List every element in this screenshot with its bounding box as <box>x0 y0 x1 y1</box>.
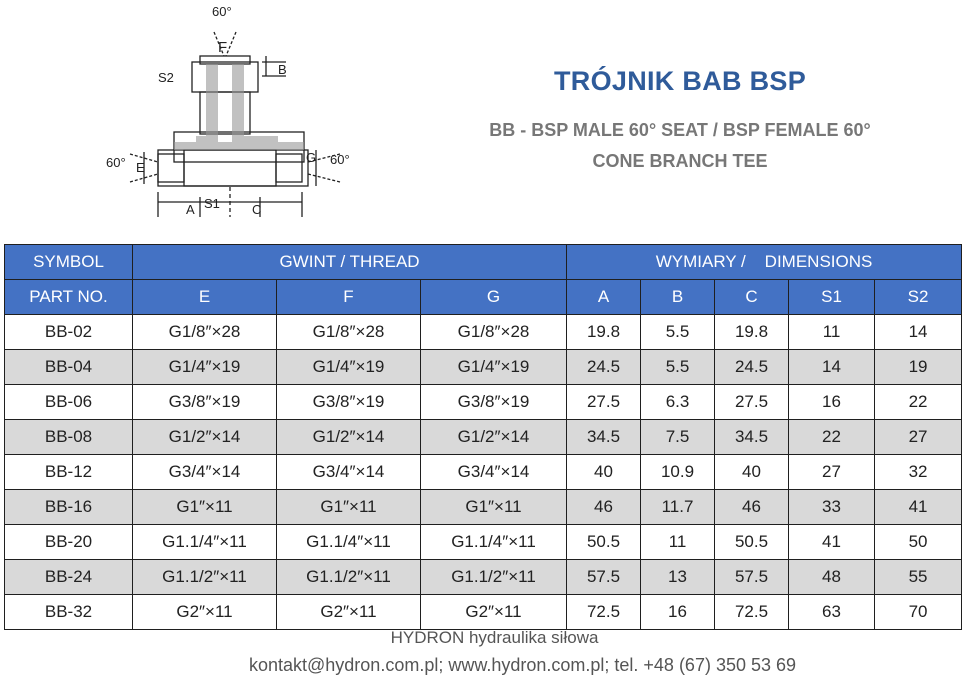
table-row <box>5 560 962 595</box>
column-header-s1: S1 <box>789 280 875 315</box>
label-s1: S1 <box>204 196 220 211</box>
table-cell: G3/8″×19 <box>133 385 277 420</box>
footer-company: HYDRON hydraulika siłowa <box>390 628 599 647</box>
table-cell: G1/2″×14 <box>421 420 567 455</box>
specification-table <box>4 244 962 630</box>
table-cell: 16 <box>641 595 715 630</box>
column-header-f: F <box>277 280 421 315</box>
table-cell: 40 <box>567 455 641 490</box>
table-cell: 72.5 <box>567 595 641 630</box>
table-cell: BB-04 <box>5 350 133 385</box>
table-cell: 32 <box>875 455 962 490</box>
table-cell: G3/4″×14 <box>277 455 421 490</box>
table-cell: G1.1/4″×11 <box>277 525 421 560</box>
table-cell: 22 <box>875 385 962 420</box>
table-cell: 41 <box>789 525 875 560</box>
table-cell: 27 <box>789 455 875 490</box>
table-cell: 10.9 <box>641 455 715 490</box>
table-row <box>5 385 962 420</box>
label-left-angle: 60° <box>106 155 126 170</box>
table-cell: G3/4″×14 <box>421 455 567 490</box>
column-header-part-no: PART NO. <box>5 280 133 315</box>
table-cell: 33 <box>789 490 875 525</box>
table-cell: 34.5 <box>715 420 789 455</box>
label-b: B <box>278 62 287 77</box>
table-cell: G3/8″×19 <box>277 385 421 420</box>
table-cell: 27.5 <box>715 385 789 420</box>
table-cell: 48 <box>789 560 875 595</box>
table-cell: 27 <box>875 420 962 455</box>
table-cell: 34.5 <box>567 420 641 455</box>
table-cell: 72.5 <box>715 595 789 630</box>
label-c: C <box>252 202 262 217</box>
table-cell: G1/4″×19 <box>421 350 567 385</box>
table-cell: BB-06 <box>5 385 133 420</box>
table-cell: G1.1/2″×11 <box>133 560 277 595</box>
table-cell: 55 <box>875 560 962 595</box>
table-cell: G1″×11 <box>133 490 277 525</box>
table-cell: 5.5 <box>641 350 715 385</box>
table-cell: 19 <box>875 350 962 385</box>
table-cell: G3/4″×14 <box>133 455 277 490</box>
table-row <box>5 525 962 560</box>
table-cell: G1/8″×28 <box>133 315 277 350</box>
table-cell: 7.5 <box>641 420 715 455</box>
table-cell: G1/8″×28 <box>277 315 421 350</box>
subtitle-line-1: BB - BSP MALE 60° SEAT / BSP FEMALE 60° <box>489 120 871 140</box>
table-cell: 11.7 <box>641 490 715 525</box>
label-top-angle: 60° <box>212 4 232 19</box>
table-cell: 24.5 <box>715 350 789 385</box>
table-cell: 19.8 <box>715 315 789 350</box>
table-cell: 24.5 <box>567 350 641 385</box>
table-cell: G1/4″×19 <box>133 350 277 385</box>
table-cell: BB-12 <box>5 455 133 490</box>
column-header-s2: S2 <box>875 280 962 315</box>
table-cell: BB-02 <box>5 315 133 350</box>
table-row <box>5 420 962 455</box>
table-cell: G1″×11 <box>277 490 421 525</box>
column-header-b: B <box>641 280 715 315</box>
table-row <box>5 595 962 630</box>
table-cell: G2″×11 <box>421 595 567 630</box>
table-cell: BB-08 <box>5 420 133 455</box>
table-cell: 57.5 <box>715 560 789 595</box>
table-column-header-row <box>5 280 962 315</box>
table-cell: 16 <box>789 385 875 420</box>
table-cell: G1/4″×19 <box>277 350 421 385</box>
label-s2: S2 <box>158 70 174 85</box>
table-cell: G1.1/2″×11 <box>277 560 421 595</box>
label-f: F <box>218 39 228 56</box>
table-cell: G1/2″×14 <box>133 420 277 455</box>
subtitle-line-2: CONE BRANCH TEE <box>592 151 768 171</box>
table-cell: 13 <box>641 560 715 595</box>
table-cell: G2″×11 <box>277 595 421 630</box>
table-cell: G1″×11 <box>421 490 567 525</box>
table-cell: BB-32 <box>5 595 133 630</box>
footer-contact: kontakt@hydron.com.pl; www.hydron.com.pl; tel. +48 (67) 350 53 69 <box>248 655 797 675</box>
label-right-angle: 60° <box>330 152 350 167</box>
label-a: A <box>186 202 195 217</box>
column-header-a: A <box>567 280 641 315</box>
header-thread: GWINT / THREAD <box>133 245 567 280</box>
table-cell: 50.5 <box>715 525 789 560</box>
column-header-c: C <box>715 280 789 315</box>
header-symbol: SYMBOL <box>5 245 133 280</box>
table-cell: BB-16 <box>5 490 133 525</box>
table-cell: BB-20 <box>5 525 133 560</box>
header-dimensions: WYMIARY / DIMENSIONS <box>567 245 962 280</box>
table-cell: 14 <box>875 315 962 350</box>
label-e: E <box>136 160 145 175</box>
table-cell: 50.5 <box>567 525 641 560</box>
table-cell: G1.1/2″×11 <box>421 560 567 595</box>
table-cell: 19.8 <box>567 315 641 350</box>
table-group-header-row <box>5 245 962 280</box>
table-cell: 50 <box>875 525 962 560</box>
table-row <box>5 455 962 490</box>
table-cell: 6.3 <box>641 385 715 420</box>
table-cell: 70 <box>875 595 962 630</box>
table-cell: G1/2″×14 <box>277 420 421 455</box>
column-header-g: G <box>421 280 567 315</box>
page-title: TRÓJNIK BAB BSP <box>553 66 807 96</box>
table-cell: 40 <box>715 455 789 490</box>
column-header-e: E <box>133 280 277 315</box>
table-cell: G3/8″×19 <box>421 385 567 420</box>
table-cell: G1.1/4″×11 <box>133 525 277 560</box>
table-row <box>5 490 962 525</box>
table-cell: 41 <box>875 490 962 525</box>
table-row <box>5 315 962 350</box>
table-cell: 11 <box>641 525 715 560</box>
label-g: G <box>306 150 317 165</box>
table-cell: G1/8″×28 <box>421 315 567 350</box>
table-cell: 57.5 <box>567 560 641 595</box>
table-cell: G1.1/4″×11 <box>421 525 567 560</box>
table-cell: BB-24 <box>5 560 133 595</box>
table-cell: 11 <box>789 315 875 350</box>
tee-fitting-drawing <box>100 2 370 227</box>
table-cell: 14 <box>789 350 875 385</box>
table-cell: 63 <box>789 595 875 630</box>
table-cell: 46 <box>715 490 789 525</box>
table-row <box>5 350 962 385</box>
table-cell: G2″×11 <box>133 595 277 630</box>
table-cell: 46 <box>567 490 641 525</box>
table-cell: 27.5 <box>567 385 641 420</box>
table-cell: 22 <box>789 420 875 455</box>
table-cell: 5.5 <box>641 315 715 350</box>
